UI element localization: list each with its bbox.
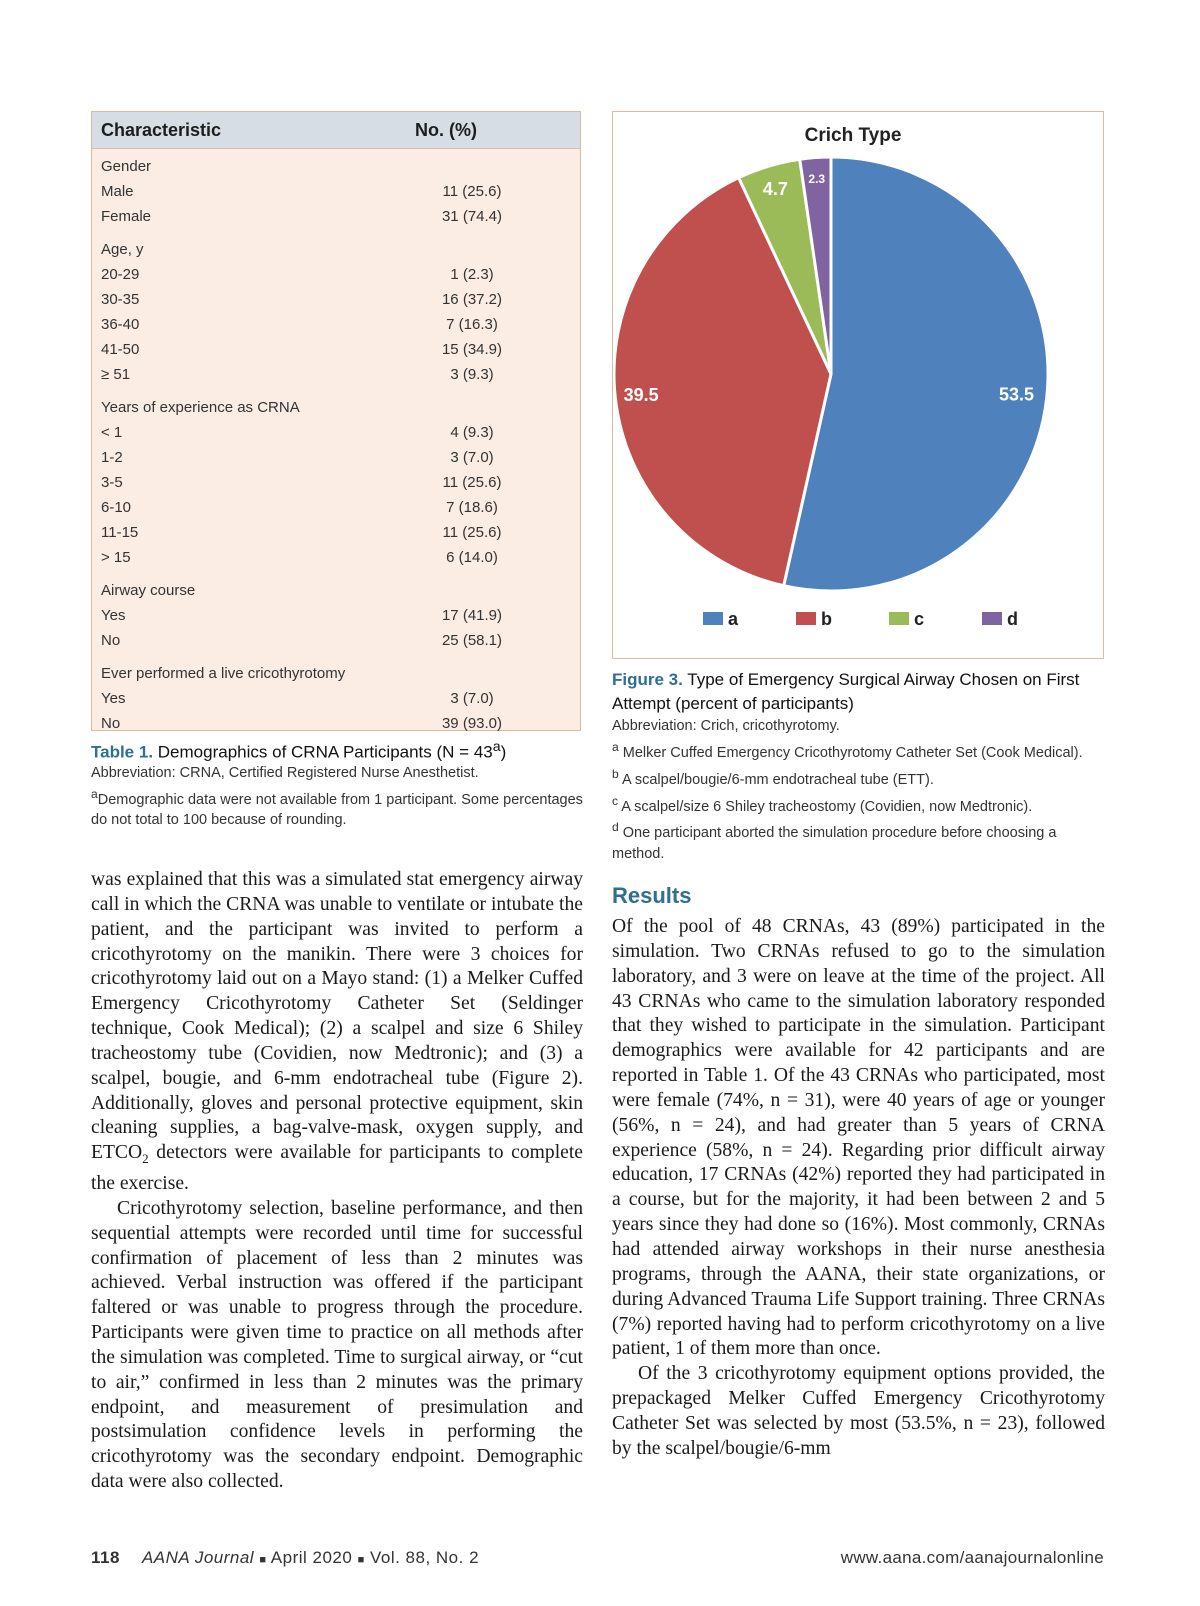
- row-label: 11-15: [101, 524, 139, 541]
- slice-label-c: 4.7: [762, 179, 788, 200]
- journal-name: AANA Journal: [141, 1548, 255, 1567]
- pie-chart: [613, 112, 1103, 658]
- table-row: [92, 471, 580, 496]
- table-row: [92, 363, 580, 388]
- row-label: 36-40: [101, 316, 140, 333]
- row-value: 3 (7.0): [450, 449, 494, 466]
- legend-label-d: d: [1007, 609, 1018, 629]
- table-group: [92, 662, 580, 737]
- table-row: [92, 496, 580, 521]
- header-characteristic: Characteristic: [101, 120, 222, 140]
- row-value: 6 (14.0): [446, 549, 498, 566]
- row-label: No: [101, 715, 121, 732]
- row-value: 7 (16.3): [446, 316, 498, 333]
- figure-label: Figure 3.: [612, 670, 683, 689]
- note-a-sup: a: [612, 740, 619, 754]
- separator: ■: [357, 1554, 365, 1566]
- figure-3-caption: [612, 668, 1107, 865]
- row-value: 25 (58.1): [441, 632, 503, 649]
- legend-label-b: b: [821, 609, 832, 629]
- table-title-end: ): [500, 742, 507, 762]
- row-value: 11 (25.6): [442, 474, 502, 491]
- figure-3-chart: [612, 111, 1104, 659]
- row-value: 3 (9.3): [450, 366, 494, 383]
- table-group: [92, 579, 580, 654]
- row-value: 11 (25.6): [442, 524, 502, 541]
- row-label: 20-29: [101, 266, 140, 283]
- table-row: [92, 712, 580, 737]
- note-a: Melker Cuffed Emergency Cricothyrotomy Catheter Set (Cook Medical).: [622, 744, 1083, 761]
- note-b-sup: b: [612, 766, 619, 781]
- row-label: Female: [101, 208, 152, 225]
- row-label: Yes: [101, 690, 126, 707]
- note-d-sup: d: [612, 820, 619, 835]
- row-label: 6-10: [101, 499, 132, 516]
- table-label: Table 1.: [91, 742, 154, 762]
- table-row: [92, 546, 580, 571]
- legend-swatch-c: [889, 612, 909, 625]
- table-1-caption: [91, 739, 591, 831]
- figure-note: [612, 737, 1107, 764]
- row-label: 1-2: [101, 449, 123, 466]
- group-title-label: Gender: [101, 158, 152, 175]
- figure-note: [612, 817, 1107, 865]
- paragraph: Cricothyrotomy selection, baseline performance, and then sequential attempts were recorded until time for successful confirmation of placement of less than 2 minutes was achieved. Verbal instruction was offered if the participant faltered or was unable to progress through the procedure. Participants were given time to practice on all methods after the simulation was completed. Time to surgical airway, or “cut to air,” confirmed in less than 2 minutes was the primary endpoint, and measurement of presimulation and postsimulation confidence levels in performing the cricothyrotomy was the secondary endpoint. Demographic data were also collected.: [91, 1197, 583, 1493]
- table-row: [92, 288, 580, 313]
- legend-swatch-d: [982, 612, 1002, 625]
- row-value: 1 (2.3): [450, 266, 494, 283]
- table-title: Demographics of CRNA Participants (N = 43: [157, 742, 493, 762]
- figure-note: [612, 791, 1107, 818]
- row-value: 4 (9.3): [450, 424, 494, 441]
- row-value: 11 (25.6): [442, 183, 502, 200]
- table-row: [92, 604, 580, 629]
- issue-date: April 2020: [270, 1548, 353, 1567]
- chart-title: Crich Type: [804, 125, 902, 146]
- table-row: [92, 313, 580, 338]
- slice-label-a: 53.5: [998, 384, 1035, 405]
- paragraph: Of the pool of 48 CRNAs, 43 (89%) participated in the simulation. Two CRNAs refused to go to the simulation laboratory, and 3 were on leave at the time of the project. All 43 CRNAs who came to the simulation laboratory responded that they wished to participate in the simulation. Participant demographics were available for 42 participants and are reported in Table 1. Of the 43 CRNAs who participated, most were female (74%, n = 31), were 40 years of age or younger (56%, n = 24), and had greater than 5 years of CRNA experience (58%, n = 24). Regarding prior difficult airway education, 17 CRNAs (42%) reported they had participated in a course, but for the majority, it had been between 2 and 5 years since they had done so (16%). Most commonly, CRNAs had attended airway workshops in their nurse anesthesia programs, through the AANA, their state organizations, or during Advanced Trauma Life Support training. Three CRNAs (7%) reported having had to perform cricothyrotomy on a live patient, 1 of them more than once.: [612, 916, 1105, 1360]
- row-value: 3 (7.0): [450, 690, 494, 707]
- row-value: 31 (74.4): [441, 208, 503, 225]
- volume: Vol. 88, No. 2: [369, 1548, 480, 1567]
- table-row: [92, 446, 580, 471]
- legend-swatch-b: [796, 612, 816, 625]
- separator: ■: [259, 1554, 267, 1566]
- row-value: 39 (93.0): [441, 715, 503, 732]
- group-title-label: Years of experience as CRNA: [101, 399, 300, 416]
- table-group: [92, 155, 580, 230]
- figure-abbreviation: Abbreviation: Crich, cricothyrotomy.: [612, 718, 840, 734]
- table-group: [92, 238, 580, 388]
- results-heading: Results: [612, 883, 692, 908]
- note-b: A scalpel/bougie/6-mm endotracheal tube (ETT).: [621, 771, 934, 788]
- row-value: 15 (34.9): [441, 341, 503, 358]
- group-title-label: Ever performed a live cricothyrotomy: [101, 665, 346, 682]
- table-header: [92, 112, 580, 149]
- table-note: Demographic data were not available from 1 participant. Some percentages do not total to 100 because of rounding.: [91, 791, 583, 829]
- row-value: 7 (18.6): [446, 499, 498, 516]
- table-note-sup: a: [91, 786, 98, 801]
- left-column-text: [91, 868, 583, 1495]
- row-value: 17 (41.9): [441, 607, 503, 624]
- row-label: > 15: [101, 549, 131, 566]
- row-label: Male: [101, 183, 134, 200]
- right-column-text: [612, 915, 1105, 1462]
- paragraph: was explained that this was a simulated stat emergency airway call in which the CRNA was unable to ventilate or intubate the patient, and the participant was invited to perform a cricothyrotomy on the manikin. There were 3 choices for cricothyrotomy laid out on a Mayo stand: (1) a Melker Cuffed Emergency Cricothyrotomy Catheter Set (Seldinger technique, Cook Medical); (2) a scalpel and size 6 Shiley tracheostomy tube (Covidien, now Medtronic); and (3) a scalpel, bougie, and 6-mm endotracheal tube (Figure 2). Additionally, gloves and personal protective equipment, skin cleaning supplies, a bag-valve-mask, oxygen supply, and $ETCO_2$ detectors were available for participants to complete the exercise.: [91, 869, 583, 1195]
- row-value: 16 (37.2): [441, 291, 503, 308]
- group-title: [92, 579, 580, 604]
- table-title-sup: a: [492, 739, 501, 755]
- group-title: [92, 238, 580, 263]
- group-title-label: Age, y: [101, 241, 144, 258]
- group-title: [92, 662, 580, 687]
- figure-note: [612, 764, 1107, 791]
- slice-label-b: 39.5: [623, 384, 659, 405]
- figure-title: Type of Emergency Surgical Airway Chosen on First Attempt (percent of participants): [612, 670, 1080, 713]
- table-row: [92, 687, 580, 712]
- row-label: 3-5: [101, 474, 123, 491]
- table-1: [91, 111, 581, 731]
- page-number: 118: [91, 1548, 120, 1567]
- legend-label-a: a: [728, 609, 739, 629]
- row-label: Yes: [101, 607, 126, 624]
- group-title: [92, 155, 580, 180]
- row-label: 41-50: [101, 341, 140, 358]
- table-row: [92, 205, 580, 230]
- group-title-label: Airway course: [101, 582, 196, 599]
- note-d: One participant aborted the simulation procedure before choosing a method.: [612, 825, 1057, 863]
- group-title: [92, 396, 580, 421]
- journal-url: www.aana.com/aanajournalonline: [840, 1548, 1104, 1567]
- paragraph: Of the 3 cricothyrotomy equipment options provided, the prepackaged Melker Cuffed Emergency Cricothyrotomy Catheter Set was selected by most (53.5%, n = 23), followed by the scalpel/bougie/6-mm: [612, 1363, 1105, 1459]
- header-no-pct: No. (%): [415, 120, 477, 140]
- table-row: [92, 521, 580, 546]
- table-row: [92, 263, 580, 288]
- slice-label-d: 2.3: [808, 172, 826, 187]
- footer-citation: [91, 1548, 479, 1568]
- table-row: [92, 629, 580, 654]
- note-c: A scalpel/size 6 Shiley tracheostomy (Covidien, now Medtronic).: [621, 798, 1033, 815]
- row-label: < 1: [101, 424, 123, 441]
- table-abbreviation: Abbreviation: CRNA, Certified Registered Nurse Anesthetist.: [91, 764, 479, 781]
- legend-swatch-a: [703, 612, 723, 625]
- note-c-sup: c: [612, 793, 619, 808]
- row-label: ≥ 51: [101, 366, 131, 383]
- table-row: [92, 180, 580, 205]
- row-label: No: [101, 632, 121, 649]
- table-row: [92, 338, 580, 363]
- table-group: [92, 396, 580, 571]
- table-body: [92, 155, 580, 737]
- row-label: 30-35: [101, 291, 140, 308]
- table-row: [92, 421, 580, 446]
- legend-label-c: c: [914, 609, 925, 629]
